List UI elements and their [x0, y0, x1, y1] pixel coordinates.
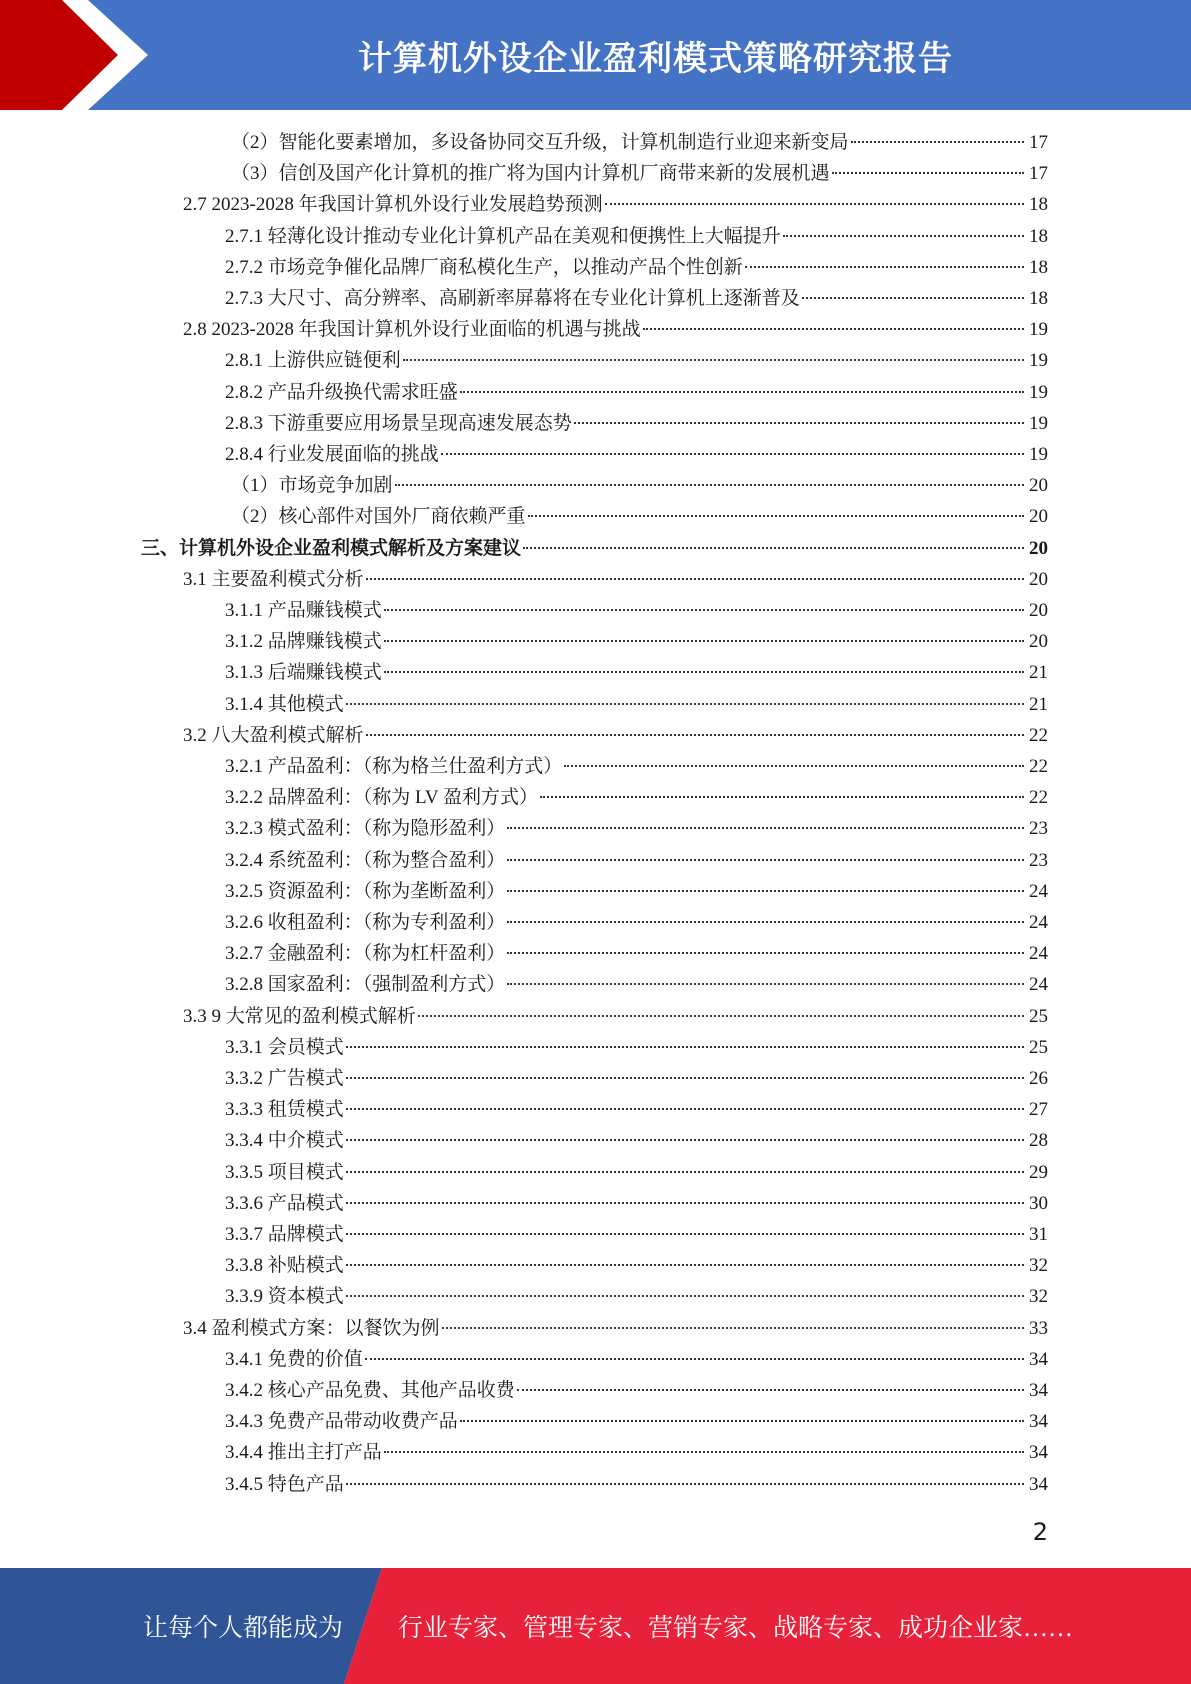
toc-entry[interactable] [141, 533, 1048, 564]
toc-entry-page: 34 [1029, 1473, 1048, 1495]
toc-entry-title: 2.8 2023-2028 年我国计算机外设行业面临的机遇与挑战 [183, 319, 641, 341]
toc-entry-title: 3.2.4 系统盈利：（称为整合盈利） [225, 849, 506, 871]
toc-entry-page: 18 [1029, 225, 1048, 247]
toc-entry-page: 20 [1029, 475, 1048, 497]
toc-dot-leader [745, 266, 1024, 268]
toc-entry[interactable] [225, 969, 1048, 1000]
footer-slogan-right: 行业专家、管理专家、营销专家、战略专家、成功企业家…… [398, 1615, 1074, 1642]
toc-entry[interactable] [225, 689, 1048, 720]
toc-entry[interactable] [225, 1032, 1048, 1063]
toc-dot-leader [418, 1015, 1024, 1017]
toc-entry-page: 33 [1029, 1317, 1048, 1339]
report-title: 计算机外设企业盈利模式策略研究报告 [358, 38, 953, 79]
toc-dot-leader [507, 890, 1024, 892]
toc-dot-leader [460, 1420, 1024, 1422]
toc-entry-title: （2）智能化要素增加，多设备协同交互升级，计算机制造行业迎来新变局 [231, 132, 849, 153]
toc-entry[interactable] [225, 782, 1048, 813]
toc-dot-leader [507, 952, 1024, 954]
toc-entry-title: 3.4.3 免费产品带动收费产品 [225, 1411, 458, 1433]
toc-dot-leader [441, 453, 1024, 455]
toc-entry-page: 23 [1029, 818, 1048, 840]
toc-entry-page: 17 [1029, 163, 1048, 185]
toc-dot-leader [574, 422, 1024, 424]
toc-entry-title: 3.3.5 项目模式 [225, 1161, 344, 1183]
toc-entry-title: 3.1.1 产品赚钱模式 [225, 600, 382, 621]
toc-entry-page: 23 [1029, 849, 1048, 871]
toc-entry-page: 28 [1029, 1130, 1048, 1152]
toc-entry[interactable] [231, 470, 1048, 501]
toc-entry-title: 3.2.2 品牌盈利：（称为 LV 盈利方式） [225, 787, 538, 809]
page-number: 2 [1032, 1518, 1048, 1546]
toc-dot-leader [366, 734, 1024, 736]
toc-dot-leader [346, 1139, 1024, 1141]
toc-dot-leader [460, 391, 1024, 393]
toc-entry-title: 3.4.2 核心产品免费、其他产品收费 [225, 1380, 515, 1401]
toc-entry-title: 3.3.2 广告模式 [225, 1068, 344, 1089]
toc-entry[interactable] [225, 1157, 1048, 1188]
toc-entry-title: 3.2.3 模式盈利：（称为隐形盈利） [225, 818, 506, 840]
toc-entry[interactable] [225, 408, 1048, 439]
toc-entry-title: 3.3.4 中介模式 [225, 1130, 344, 1152]
toc-entry[interactable] [225, 1219, 1048, 1250]
toc-dot-leader [346, 1046, 1024, 1048]
toc-entry-page: 25 [1029, 1036, 1048, 1058]
toc-entry-page: 22 [1029, 756, 1048, 777]
toc-entry-page: 32 [1029, 1255, 1048, 1277]
toc-entry-page: 20 [1029, 600, 1048, 621]
toc-entry-title: 3.4.1 免费的价值 [225, 1348, 363, 1370]
toc-dot-leader [832, 172, 1024, 174]
toc-entry-page: 18 [1029, 288, 1048, 309]
toc-entry-title: 3.4 盈利模式方案：以餐饮为例 [183, 1317, 440, 1339]
page-footer [0, 1568, 1191, 1684]
toc-entry-title: 2.8.1 上游供应链便利 [225, 350, 401, 372]
toc-entry-title: 2.7.3 大尺寸、高分辨率、高刷新率屏幕将在专业化计算机上逐渐普及 [225, 288, 800, 309]
toc-entry-page: 22 [1029, 724, 1048, 746]
toc-dot-leader [507, 827, 1024, 829]
toc-entry-title: 3.2.7 金融盈利：（称为杠杆盈利） [225, 943, 506, 965]
toc-entry-page: 24 [1029, 912, 1048, 933]
toc-entry-page: 24 [1029, 974, 1048, 996]
toc-entry-page: 24 [1029, 880, 1048, 902]
toc-entry-page: 34 [1029, 1348, 1048, 1370]
toc-entry[interactable] [225, 252, 1048, 283]
toc-dot-leader [564, 765, 1024, 767]
toc-entry[interactable] [183, 1313, 1048, 1344]
toc-entry-page: 22 [1029, 787, 1048, 809]
toc-entry-title: 3.1.4 其他模式 [225, 693, 344, 715]
toc-dot-leader [366, 578, 1024, 580]
toc-entry-title: （3）信创及国产化计算机的推广将为国内计算机厂商带来新的发展机遇 [231, 163, 830, 185]
toc-entry-page: 32 [1029, 1286, 1048, 1308]
toc-entry-page: 19 [1029, 350, 1048, 372]
page-header [0, 0, 1191, 110]
toc-dot-leader [384, 609, 1024, 611]
toc-entry-title: 3.3.6 产品模式 [225, 1192, 344, 1214]
toc-entry[interactable] [225, 1188, 1048, 1219]
toc-entry[interactable] [225, 938, 1048, 969]
toc-entry-page: 24 [1029, 943, 1048, 965]
toc-entry-page: 34 [1029, 1442, 1048, 1464]
toc-entry-title: 3.2.5 资源盈利：（称为垄断盈利） [225, 880, 506, 902]
toc-entry[interactable] [183, 189, 1048, 220]
toc-dot-leader [528, 515, 1024, 517]
toc-dot-leader [384, 1451, 1024, 1453]
toc-dot-leader [605, 203, 1024, 205]
toc-entry-page: 20 [1029, 506, 1048, 528]
toc-entry[interactable] [225, 907, 1048, 938]
toc-entry-page: 19 [1029, 412, 1048, 434]
toc-entry-title: 3.2.8 国家盈利：（强制盈利方式） [225, 974, 506, 996]
toc-entry[interactable] [225, 1250, 1048, 1281]
toc-dot-leader [346, 1108, 1024, 1110]
toc-entry-title: 2.8.3 下游重要应用场景呈现高速发展态势 [225, 412, 572, 434]
toc-entry[interactable] [225, 283, 1048, 314]
toc-entry-page: 25 [1029, 1005, 1048, 1027]
toc-dot-leader [851, 141, 1024, 143]
toc-dot-leader [517, 1389, 1024, 1391]
toc-entry[interactable] [225, 1375, 1048, 1406]
toc-dot-leader [346, 703, 1024, 705]
toc-entry-page: 29 [1029, 1161, 1048, 1183]
toc-entry-title: 2.7.1 轻薄化设计推动专业化计算机产品在美观和便携性上大幅提升 [225, 225, 781, 247]
toc-entry[interactable] [225, 1437, 1048, 1468]
toc-entry-title: 三、计算机外设企业盈利模式解析及方案建议 [141, 537, 522, 559]
toc-entry-page: 21 [1029, 693, 1048, 715]
toc-entry[interactable] [231, 501, 1048, 532]
toc-entry[interactable] [225, 1281, 1048, 1312]
toc-entry-title: 3.4.4 推出主打产品 [225, 1442, 382, 1464]
toc-entry[interactable] [225, 657, 1048, 688]
toc-entry[interactable] [225, 1469, 1048, 1500]
toc-entry-title: 3.2.6 收租盈利：（称为专利盈利） [225, 912, 506, 933]
toc-entry-title: 3.3.7 品牌模式 [225, 1224, 344, 1245]
toc-entry-title: （1）市场竞争加剧 [231, 475, 393, 497]
toc-dot-leader [346, 1171, 1024, 1173]
toc-entry-page: 26 [1029, 1068, 1048, 1089]
toc-entry-page: 30 [1029, 1192, 1048, 1214]
toc-entry-page: 18 [1029, 194, 1048, 216]
toc-entry-page: 31 [1029, 1224, 1048, 1245]
toc-entry[interactable] [225, 1406, 1048, 1437]
toc-dot-leader [643, 328, 1024, 330]
toc-entry[interactable] [225, 1063, 1048, 1094]
toc-dot-leader [523, 547, 1024, 549]
toc-entry-title: 3.1.3 后端赚钱模式 [225, 662, 382, 684]
toc-entry-title: 3.1 主要盈利模式分析 [183, 568, 364, 590]
toc-entry-title: （2）核心部件对国外厂商依赖严重 [231, 506, 526, 528]
toc-entry[interactable] [231, 127, 1048, 158]
toc-entry-page: 20 [1029, 537, 1048, 559]
toc-entry[interactable] [183, 720, 1048, 751]
toc-entry[interactable] [225, 1125, 1048, 1156]
toc-entry[interactable] [225, 751, 1048, 782]
toc-dot-leader [346, 1264, 1024, 1266]
toc-entry[interactable] [225, 845, 1048, 876]
toc-dot-leader [802, 297, 1024, 299]
toc-entry-page: 19 [1029, 319, 1048, 341]
toc-dot-leader [346, 1295, 1024, 1297]
toc-dot-leader [346, 1077, 1024, 1079]
toc-entry-page: 34 [1029, 1411, 1048, 1433]
toc-entry[interactable] [225, 221, 1048, 252]
toc-entry[interactable] [225, 345, 1048, 376]
toc-dot-leader [346, 1233, 1024, 1235]
toc-entry-page: 19 [1029, 381, 1048, 403]
toc-entry[interactable] [183, 564, 1048, 595]
toc-dot-leader [346, 1483, 1024, 1485]
toc-dot-leader [507, 983, 1024, 985]
toc-entry-title: 3.3.3 租赁模式 [225, 1099, 344, 1121]
toc-entry-title: 2.8.4 行业发展面临的挑战 [225, 444, 439, 465]
toc-entry[interactable] [225, 626, 1048, 657]
toc-dot-leader [346, 1202, 1024, 1204]
toc-dot-leader [395, 484, 1024, 486]
toc-dot-leader [403, 359, 1024, 361]
toc-entry-page: 17 [1029, 132, 1048, 153]
toc-entry-page: 19 [1029, 444, 1048, 465]
toc-entry[interactable] [225, 439, 1048, 470]
toc-entry-title: 2.7.2 市场竞争催化品牌厂商私模化生产，以推动产品个性创新 [225, 256, 743, 278]
toc-dot-leader [365, 1358, 1024, 1360]
toc-dot-leader [384, 640, 1024, 642]
toc-dot-leader [783, 235, 1024, 237]
footer-slogan-left: 让每个人都能成为 [143, 1615, 344, 1642]
toc-dot-leader [384, 671, 1024, 673]
toc-entry[interactable] [225, 1094, 1048, 1125]
toc-entry-title: 3.3 9 大常见的盈利模式解析 [183, 1005, 416, 1027]
toc-entry[interactable] [231, 158, 1048, 189]
toc-entry[interactable] [183, 1001, 1048, 1032]
toc-entry[interactable] [225, 377, 1048, 408]
toc-entry[interactable] [225, 876, 1048, 907]
toc-entry-page: 27 [1029, 1099, 1048, 1121]
toc-entry-page: 20 [1029, 568, 1048, 590]
toc-entry-title: 2.7 2023-2028 年我国计算机外设行业发展趋势预测 [183, 194, 603, 216]
toc-entry[interactable] [225, 595, 1048, 626]
toc-entry-page: 34 [1029, 1380, 1048, 1401]
toc-dot-leader [507, 859, 1024, 861]
toc-entry-title: 3.1.2 品牌赚钱模式 [225, 631, 382, 653]
toc-entry-title: 3.3.1 会员模式 [225, 1036, 344, 1058]
toc-dot-leader [442, 1327, 1024, 1329]
toc-entry-title: 3.2.1 产品盈利：（称为格兰仕盈利方式） [225, 756, 563, 777]
toc-entry-title: 3.2 八大盈利模式解析 [183, 724, 364, 746]
toc-entry-title: 3.3.9 资本模式 [225, 1286, 344, 1308]
toc-entry[interactable] [225, 813, 1048, 844]
toc-entry-page: 21 [1029, 662, 1048, 684]
toc-dot-leader [507, 921, 1024, 923]
toc-entry-title: 2.8.2 产品升级换代需求旺盛 [225, 381, 458, 403]
toc-entry[interactable] [225, 1344, 1048, 1375]
toc-entry-title: 3.3.8 补贴模式 [225, 1255, 344, 1277]
toc-entry-page: 20 [1029, 631, 1048, 653]
toc-entry-title: 3.4.5 特色产品 [225, 1473, 344, 1495]
toc-entry[interactable] [183, 314, 1048, 345]
toc-dot-leader [540, 796, 1024, 798]
toc-entry-page: 18 [1029, 256, 1048, 278]
